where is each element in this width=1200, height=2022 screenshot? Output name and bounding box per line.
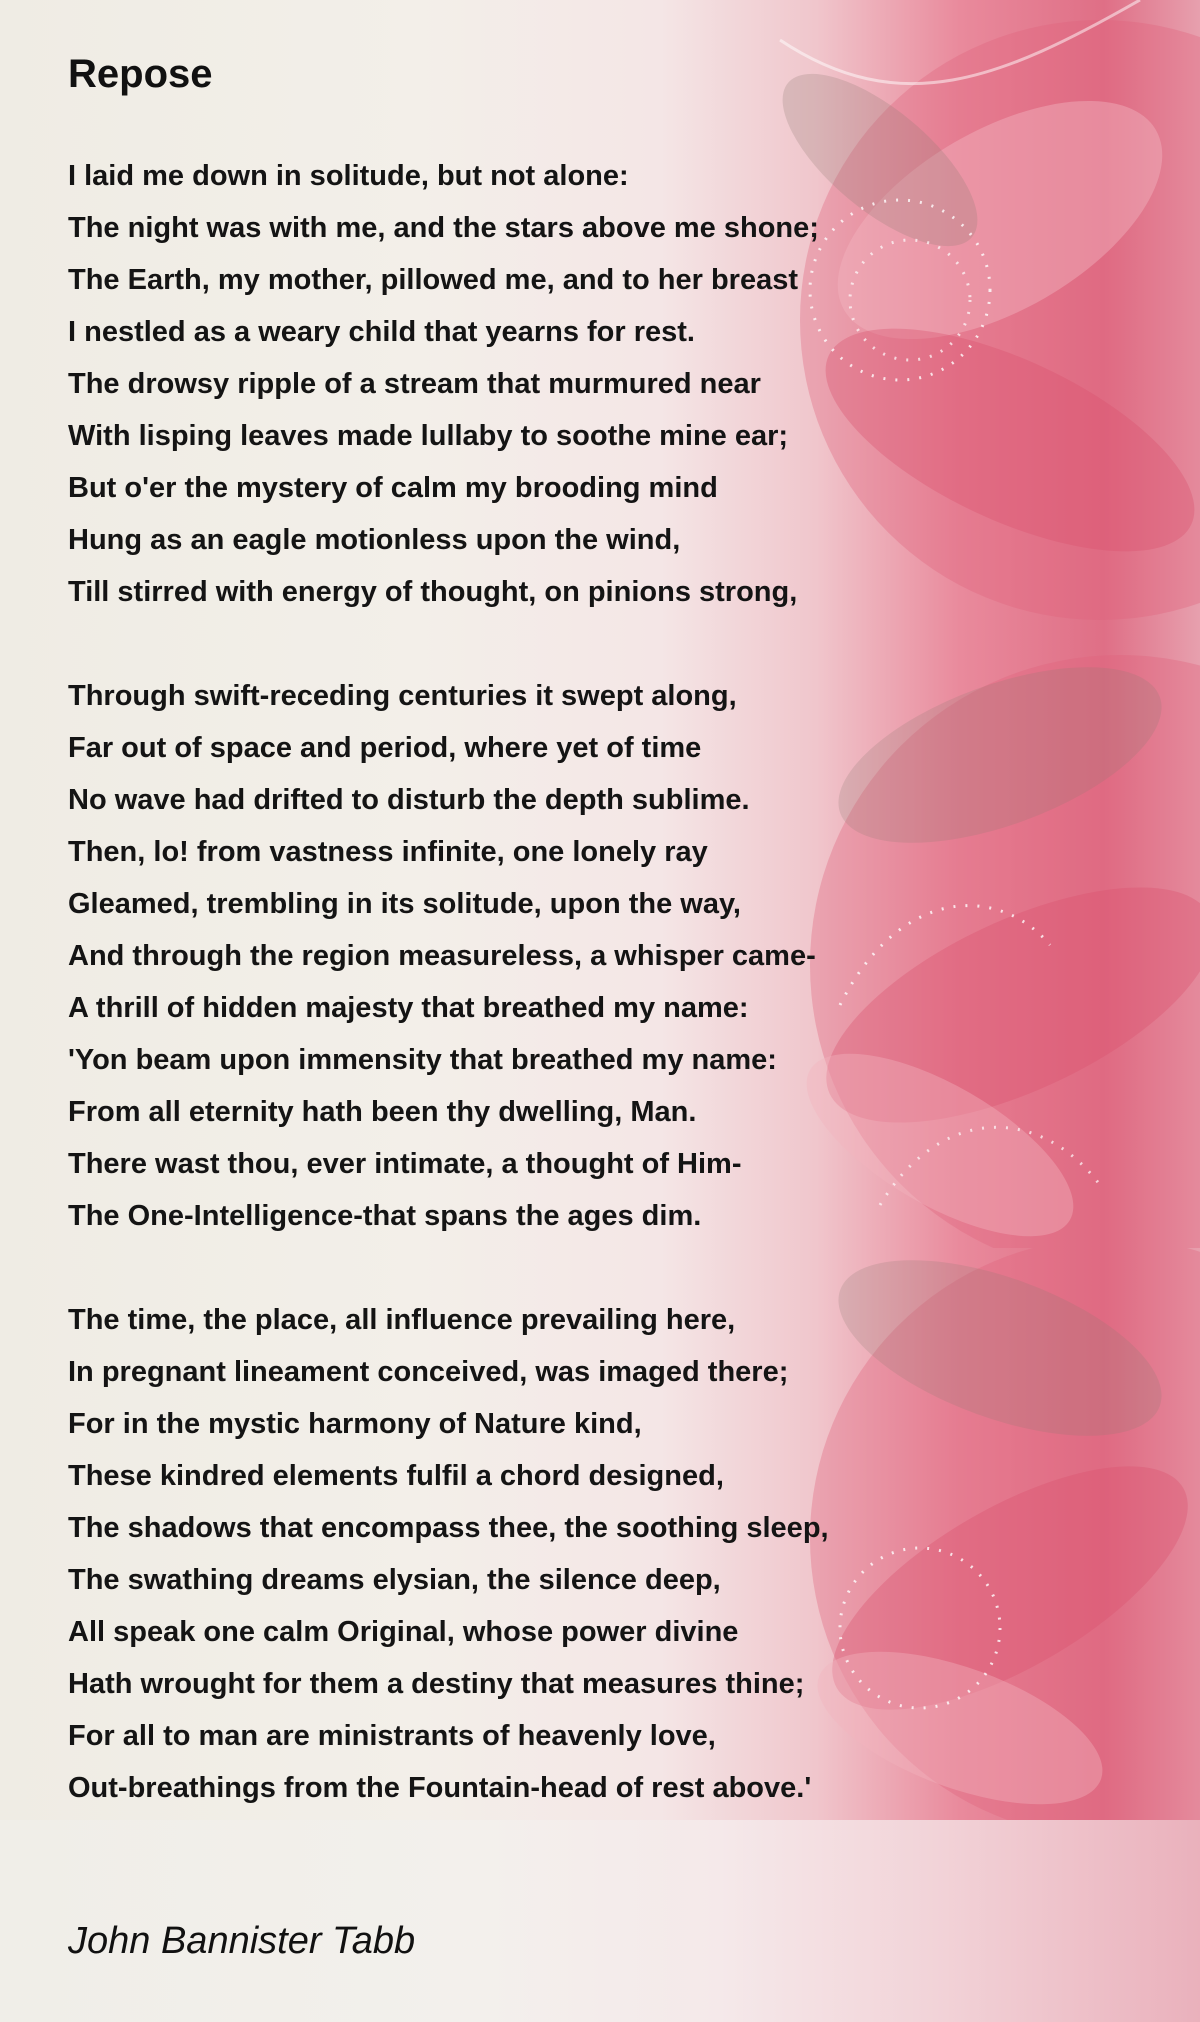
poem-line: The drowsy ripple of a stream that murmured near: [68, 368, 761, 400]
poem-body: [68, 150, 968, 1814]
poem-line: Till stirred with energy of thought, on pinions strong,: [68, 576, 798, 608]
stanza-gap: [68, 618, 968, 670]
poem-line: Far out of space and period, where yet of time: [68, 732, 702, 764]
stanza-3: [68, 1294, 968, 1814]
poem-line: Hung as an eagle motionless upon the wind,: [68, 524, 681, 556]
poem-title: Repose: [68, 52, 213, 96]
poem-line: For all to man are ministrants of heavenly love,: [68, 1720, 716, 1752]
poem-line: And through the region measureless, a whisper came-: [68, 940, 816, 972]
poem-line: Then, lo! from vastness infinite, one lonely ray: [68, 836, 708, 868]
poem-line: There wast thou, ever intimate, a thought of Him-: [68, 1148, 742, 1180]
poem-line: No wave had drifted to disturb the depth sublime.: [68, 784, 750, 816]
poem-line: Through swift-receding centuries it swept along,: [68, 680, 737, 712]
poem-line: Out-breathings from the Fountain-head of rest above.': [68, 1772, 812, 1804]
poem-line: The time, the place, all influence prevailing here,: [68, 1304, 736, 1336]
poem-author: John Bannister Tabb: [68, 1920, 416, 1962]
poem-line: The shadows that encompass thee, the soothing sleep,: [68, 1512, 829, 1544]
poem-line: All speak one calm Original, whose power divine: [68, 1616, 739, 1648]
stanza-1: [68, 150, 968, 618]
poem-line: 'Yon beam upon immensity that breathed my name:: [68, 1044, 777, 1076]
poem-line: With lisping leaves made lullaby to soothe mine ear;: [68, 420, 789, 452]
poem-line: For in the mystic harmony of Nature kind,: [68, 1408, 642, 1440]
poem-line: I laid me down in solitude, but not alone:: [68, 160, 629, 192]
poem-line: Gleamed, trembling in its solitude, upon the way,: [68, 888, 741, 920]
poem-line: In pregnant lineament conceived, was imaged there;: [68, 1356, 789, 1388]
poem-line: Hath wrought for them a destiny that measures thine;: [68, 1668, 805, 1700]
poem-line: The One-Intelligence-that spans the ages dim.: [68, 1200, 702, 1232]
poem-line: I nestled as a weary child that yearns for rest.: [68, 316, 695, 348]
poem-line: The swathing dreams elysian, the silence deep,: [68, 1564, 721, 1596]
poem-line: But o'er the mystery of calm my brooding mind: [68, 472, 718, 504]
poem-line: These kindred elements fulfil a chord designed,: [68, 1460, 724, 1492]
stanza-gap: [68, 1242, 968, 1294]
stanza-2: [68, 670, 968, 1242]
poem-line: The Earth, my mother, pillowed me, and to her breast: [68, 264, 798, 296]
poem-line: The night was with me, and the stars above me shone;: [68, 212, 819, 244]
poem-line: A thrill of hidden majesty that breathed my name:: [68, 992, 749, 1024]
poem-line: From all eternity hath been thy dwelling, Man.: [68, 1096, 697, 1128]
